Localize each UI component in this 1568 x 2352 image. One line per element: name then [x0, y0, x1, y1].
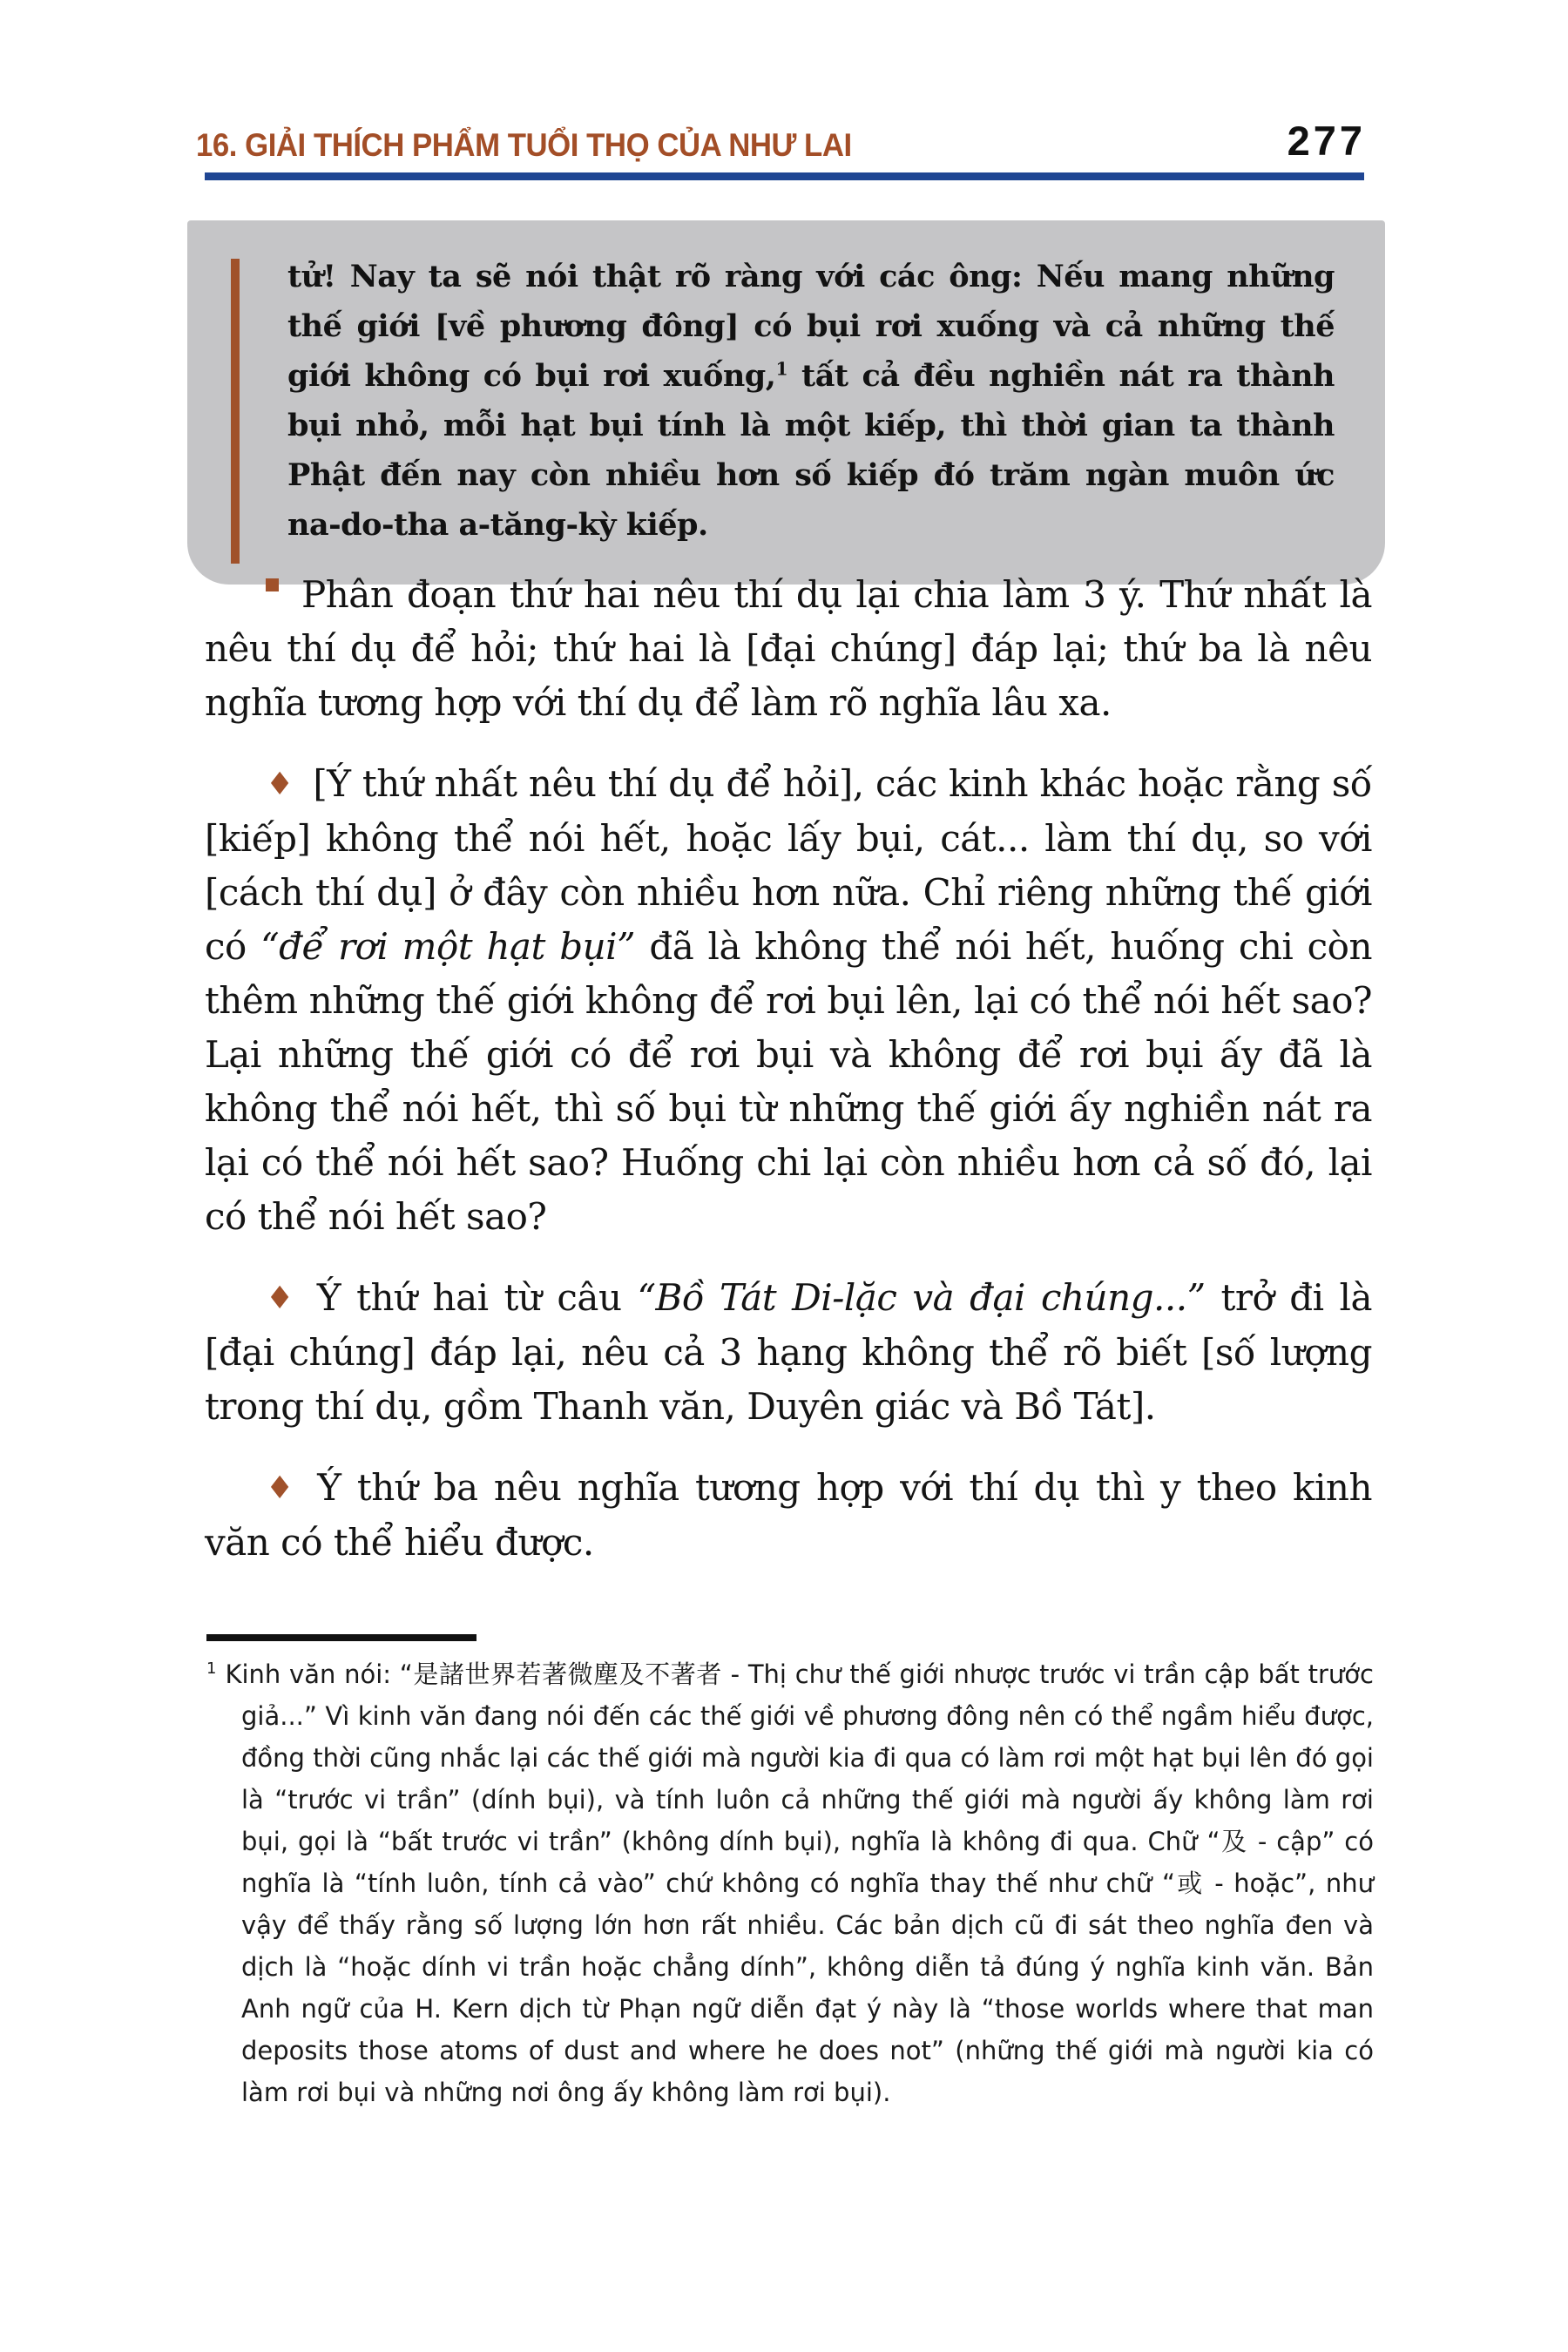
page-header: [196, 118, 1366, 164]
footnote-text: Kinh văn nói: “是諸世界若著微塵及不著者 - Thị chư thế giới nhược trước vi trần cập bất trước giả...” Vì kinh văn đang nói đến các thế giới về phương đông nên có thể ngầm hiểu được, đồng thời cũng nhắc lại các thế giới mà người kia đi qua có làm rơi một hạt bụi lên đó gọi là “trước vi trần” (dính bụi), và tính luôn cả những thế giới mà người ấy không làm rơi bụi, gọi là “bất trước vi trần” (không dính bụi), nghĩa là không đi qua. Chữ “及 - cập” có nghĩa là “tính luôn, tính cả vào” chứ không có nghĩa thay thế như chữ “或 - hoặc”, như vậy để thấy rằng số lượng lớn hơn rất nhiều. Các bản dịch cũ đi sát theo nghĩa đen và dịch là “hoặc dính vi trần hoặc chẳng dính”, không diễn tả đúng ý nghĩa kinh văn. Bản Anh ngữ của H. Kern dịch từ Phạn ngữ diễn đạt ý này là “those worlds where that man deposits those atoms of dust and where he does not” (những thế giới mà người kia có làm rơi bụi và những nơi ông ấy không làm rơi bụi).: [225, 1659, 1374, 2107]
paragraph-text: Phân đoạn thứ hai nêu thí dụ lại chia làm 3 ý. Thứ nhất là nêu thí dụ để hỏi; thứ hai là [đại chúng] đáp lại; thứ ba là nêu nghĩa tương hợp với thí dụ để làm rõ nghĩa lâu xa.: [205, 573, 1372, 724]
commentary-body: [205, 568, 1372, 1597]
square-bullet-icon: [266, 578, 279, 591]
quote-text-before-ref: tử! Nay ta sẽ nói thật rõ ràng với các ông: Nếu mang những thế giới [về phương đông] có bụi rơi xuống và cả những thế giới không có bụi rơi xuống,: [287, 259, 1335, 394]
footnote-separator: [206, 1634, 476, 1641]
paragraph-text: Ý thứ ba nêu nghĩa tương hợp với thí dụ thì y theo kinh văn có thể hiểu được.: [205, 1466, 1372, 1564]
diamond-bullet-icon: ♦: [266, 1281, 298, 1316]
paragraph-text: [Ý thứ nhất nêu thí dụ để hỏi], các kinh khác hoặc rằng số [kiếp] không thể nói hết, hoặc lấy bụi, cát... làm thí dụ, so với [cách thí dụ] ở đây còn nhiều hơn nữa. Chỉ riêng những thế giới có: [205, 762, 1372, 968]
footnote: [206, 1653, 1374, 2113]
paragraph-text: trở đi là [đại chúng] đáp lại, nêu cả 3 hạng không thể rõ biết [số lượng trong thí dụ, gồm Thanh văn, Duyên giác và Bồ Tát].: [205, 1276, 1372, 1428]
paragraph-text: Ý thứ hai từ câu: [316, 1276, 638, 1319]
paragraph: [205, 1271, 1372, 1434]
diamond-bullet-icon: ♦: [266, 1470, 299, 1506]
quote-accent-bar: [231, 259, 240, 564]
header-rule: [205, 172, 1364, 180]
quote-text-after-ref: tất cả đều nghiền nát ra thành bụi nhỏ, mỗi hạt bụi tính là một kiếp, thì thời gian ta thành Phật đến nay còn nhiều hơn số kiếp đó trăm ngàn muôn ức na-do-tha a-tăng-kỳ kiếp.: [287, 358, 1335, 543]
paragraph: [205, 757, 1372, 1244]
chapter-title: 16. GIẢI THÍCH PHẨM TUỔI THỌ CỦA NHƯ LAI: [196, 127, 852, 163]
footnote-reference: 1: [775, 358, 788, 380]
footnote-marker: 1: [206, 1659, 217, 1679]
paragraph: [205, 1461, 1372, 1570]
paragraph-text: đã là không thể nói hết, huống chi còn thêm những thế giới không để rơi bụi lên, lại có thể nói hết sao? Lại những thế giới có để rơi bụi và không để rơi bụi ấy đã là không thể nói hết, thì số bụi từ những thế giới ấy nghiền nát ra lại có thể nói hết sao? Huống chi lại còn nhiều hơn cả số đó, lại có thể nói hết sao?: [205, 925, 1372, 1238]
page-number: 277: [1287, 118, 1366, 164]
scripture-quote-box: [187, 220, 1385, 585]
paragraph-text-italic: “để rơi một hạt bụi”: [260, 925, 636, 968]
quote-text: [287, 252, 1335, 550]
paragraph: [205, 568, 1372, 730]
paragraph-text-italic: “Bồ Tát Di-lặc và đại chúng...”: [637, 1276, 1206, 1319]
diamond-bullet-icon: ♦: [266, 767, 294, 802]
